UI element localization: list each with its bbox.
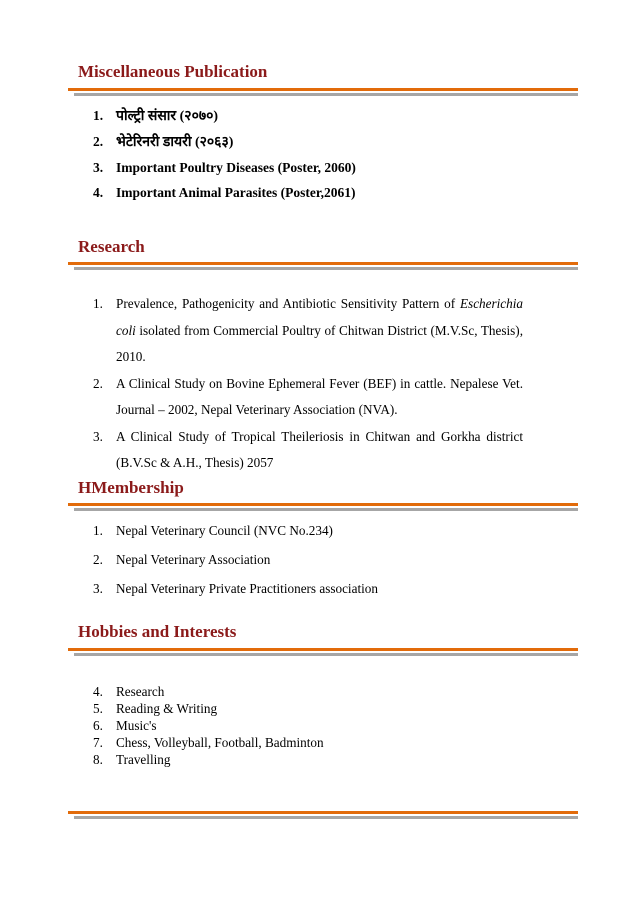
item-text: Nepal Veterinary Private Practitioners association bbox=[116, 581, 378, 596]
item-text: Research bbox=[116, 684, 165, 699]
species-name: Escherichia coli bbox=[116, 296, 523, 338]
item-number: 5. bbox=[93, 701, 103, 716]
list-item bbox=[93, 424, 523, 477]
item-number: 1. bbox=[93, 108, 104, 123]
item-text: Reading & Writing bbox=[116, 701, 218, 716]
list-item bbox=[93, 717, 324, 734]
list-item bbox=[93, 371, 523, 424]
section-divider bbox=[68, 262, 578, 270]
list-item bbox=[93, 700, 324, 717]
section-title-misc: Miscellaneous Publication bbox=[78, 62, 268, 81]
item-number: 2. bbox=[93, 375, 103, 391]
item-text: Chess, Volleyball, Football, Badminton bbox=[116, 735, 324, 750]
list-item bbox=[93, 734, 324, 751]
item-number: 3. bbox=[93, 428, 103, 444]
list-item bbox=[93, 574, 378, 603]
list-item bbox=[93, 291, 523, 371]
list-item bbox=[93, 683, 324, 700]
research-list bbox=[93, 291, 523, 477]
item-number: 1. bbox=[93, 523, 103, 538]
list-item bbox=[93, 751, 324, 768]
list-item bbox=[93, 155, 356, 180]
membership-list bbox=[93, 516, 378, 603]
item-text: Travelling bbox=[116, 752, 171, 767]
item-number: 4. bbox=[93, 185, 104, 200]
section-title-membership: HMembership bbox=[78, 478, 184, 497]
item-text: Nepal Veterinary Association bbox=[116, 552, 271, 567]
list-item bbox=[93, 545, 378, 574]
section-divider bbox=[68, 503, 578, 511]
item-number: 3. bbox=[93, 160, 104, 175]
footer-divider bbox=[68, 811, 578, 819]
item-text: Prevalence, Pathogenicity and Antibiotic Sensitivity Pattern of bbox=[116, 296, 460, 311]
item-text: A Clinical Study on Bovine Ephemeral Fever (BEF) in cattle. Nepalese Vet. Journal – 2002, Nepal Veterinary Association (NVA). bbox=[116, 375, 523, 417]
list-item bbox=[93, 103, 356, 129]
item-number: 2. bbox=[93, 134, 104, 149]
item-text: Important Poultry Diseases (Poster, 2060) bbox=[116, 160, 356, 175]
item-text: Important Animal Parasites (Poster,2061) bbox=[116, 185, 356, 200]
list-item bbox=[93, 180, 356, 205]
item-number: 7. bbox=[93, 735, 103, 750]
item-number: 3. bbox=[93, 581, 103, 596]
item-number: 1. bbox=[93, 296, 103, 311]
section-title-research: Research bbox=[78, 237, 145, 256]
item-text: भेटेरिनरी डायरी (२०६३) bbox=[116, 135, 234, 150]
item-text: Music's bbox=[116, 718, 157, 733]
section-title-hobbies: Hobbies and Interests bbox=[78, 622, 237, 641]
item-number: 4. bbox=[93, 684, 103, 699]
item-text: A Clinical Study of Tropical Theileriosis in Chitwan and Gorkha district (B.V.Sc & A.H., Thesis) 2057 bbox=[116, 428, 523, 470]
item-text: isolated from Commercial Poultry of Chitwan District (M.V.Sc, Thesis), 2010. bbox=[116, 322, 523, 364]
section-divider bbox=[68, 88, 578, 96]
list-item bbox=[93, 129, 356, 155]
item-text: पोल्ट्री संसार (२०७०) bbox=[116, 109, 219, 124]
item-number: 6. bbox=[93, 718, 103, 733]
hobbies-list bbox=[93, 683, 324, 768]
list-item bbox=[93, 516, 378, 545]
item-text: Nepal Veterinary Council (NVC No.234) bbox=[116, 523, 333, 538]
misc-publication-list bbox=[93, 103, 356, 205]
item-number: 8. bbox=[93, 752, 103, 767]
item-number: 2. bbox=[93, 552, 103, 567]
section-divider bbox=[68, 648, 578, 656]
